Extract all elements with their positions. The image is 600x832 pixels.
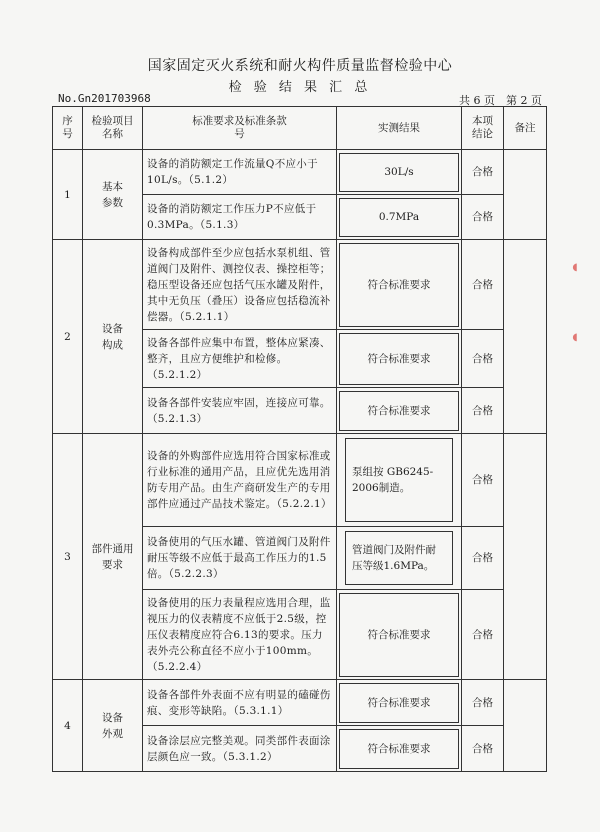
document-number: No.Gn201703968 <box>58 92 151 105</box>
result-cell <box>337 726 462 772</box>
requirement-cell: 设备各部件应集中布置，整体应紧凑、整齐，且应方便维护和检修。（5.2.1.2） <box>143 330 337 388</box>
result-box: 符合标准要求 <box>339 243 459 327</box>
result-box: 泵组按 GB6245-2006制造。 <box>345 438 453 522</box>
result-cell <box>337 150 462 195</box>
organization-title: 国家固定灭火系统和耐火构件质量监督检验中心 <box>147 58 453 74</box>
group-name: 部件通用要求 <box>83 434 143 680</box>
conclusion-cell: 合格 <box>462 240 504 330</box>
requirement-cell: 设备的消防额定工作压力P不应低于0.3MPa。（5.1.3） <box>143 195 337 240</box>
header-conclusion: 本项结论 <box>462 107 504 150</box>
header-result: 实测结果 <box>337 107 462 150</box>
result-cell <box>337 434 462 527</box>
table-header-row <box>53 107 547 150</box>
requirement-cell: 设备各部件外表面不应有明显的磕碰伤痕、变形等缺陷。（5.3.1.1） <box>143 680 337 726</box>
header-seq: 序号 <box>53 107 83 150</box>
remark-cell <box>504 150 547 240</box>
requirement-cell: 设备涂层应完整美观。同类部件表面涂层颜色应一致。（5.3.1.2） <box>143 726 337 772</box>
result-box: 符合标准要求 <box>339 391 459 431</box>
result-box: 符合标准要求 <box>339 683 459 723</box>
result-box: 符合标准要求 <box>339 333 459 385</box>
result-cell <box>337 590 462 680</box>
requirement-cell: 设备构成部件至少应包括水泵机组、管道阀门及附件、测控仪表、操控柜等；稳压型设备还应包括气压水罐及附件，其中无负压（叠压）设备应包括稳流补偿器。（5.2.1.1） <box>143 240 337 330</box>
result-cell <box>337 195 462 240</box>
conclusion-cell: 合格 <box>462 590 504 680</box>
group-seq: 3 <box>53 434 83 680</box>
group-seq: 4 <box>53 680 83 772</box>
group-seq: 2 <box>53 240 83 434</box>
conclusion-cell: 合格 <box>462 195 504 240</box>
result-box: 管道阀门及附件耐压等级1.6MPa。 <box>345 531 453 585</box>
result-cell <box>337 680 462 726</box>
remark-cell <box>504 434 547 680</box>
seal-mark-top: ◖ <box>572 262 578 273</box>
page-indicator: 共 6 页 第 2 页 <box>459 94 542 107</box>
remark-cell <box>504 680 547 772</box>
group-name: 设备构成 <box>83 240 143 434</box>
table-row <box>53 150 547 195</box>
table-row <box>53 680 547 726</box>
result-cell <box>337 527 462 590</box>
requirement-cell: 设备使用的压力表量程应选用合理，监视压力的仪表精度不应低于2.5级，控压仪表精度应符合6.13的要求。压力表外壳公称直径不应小于100mm。（5.2.2.4） <box>143 590 337 680</box>
group-name: 设备外观 <box>83 680 143 772</box>
report-title: 检 验 结 果 汇 总 <box>228 80 372 95</box>
seal-mark-bottom: ◖ <box>572 332 578 343</box>
header-standard: 标准要求及标准条款号 <box>143 107 337 150</box>
requirement-cell: 设备的消防额定工作流量Q不应小于10L/s。（5.1.2） <box>143 150 337 195</box>
requirement-cell: 设备的外购部件应选用符合国家标准或行业标准的通用产品，且应优先选用消防专用产品。由生产商研发生产的专用部件应通过产品技术鉴定。（5.2.2.1） <box>143 434 337 527</box>
results-table <box>52 106 547 772</box>
result-box: 符合标准要求 <box>339 729 459 769</box>
conclusion-cell: 合格 <box>462 527 504 590</box>
remark-cell <box>504 240 547 434</box>
requirement-cell: 设备各部件安装应牢固，连接应可靠。（5.2.1.3） <box>143 388 337 434</box>
result-box: 30L/s <box>339 153 459 192</box>
header-remark: 备注 <box>504 107 547 150</box>
conclusion-cell: 合格 <box>462 680 504 726</box>
conclusion-cell: 合格 <box>462 726 504 772</box>
conclusion-cell: 合格 <box>462 434 504 527</box>
result-cell <box>337 240 462 330</box>
header-item: 检验项目名称 <box>83 107 143 150</box>
result-cell <box>337 388 462 434</box>
group-name: 基本参数 <box>83 150 143 240</box>
result-cell <box>337 330 462 388</box>
table-row <box>53 240 547 330</box>
requirement-cell: 设备使用的气压水罐、管道阀门及附件耐压等级不应低于最高工作压力的1.5倍。（5.2.2.3） <box>143 527 337 590</box>
group-seq: 1 <box>53 150 83 240</box>
table-row <box>53 434 547 527</box>
result-box: 0.7MPa <box>339 198 459 237</box>
conclusion-cell: 合格 <box>462 330 504 388</box>
conclusion-cell: 合格 <box>462 150 504 195</box>
result-box: 符合标准要求 <box>339 593 459 677</box>
conclusion-cell: 合格 <box>462 388 504 434</box>
